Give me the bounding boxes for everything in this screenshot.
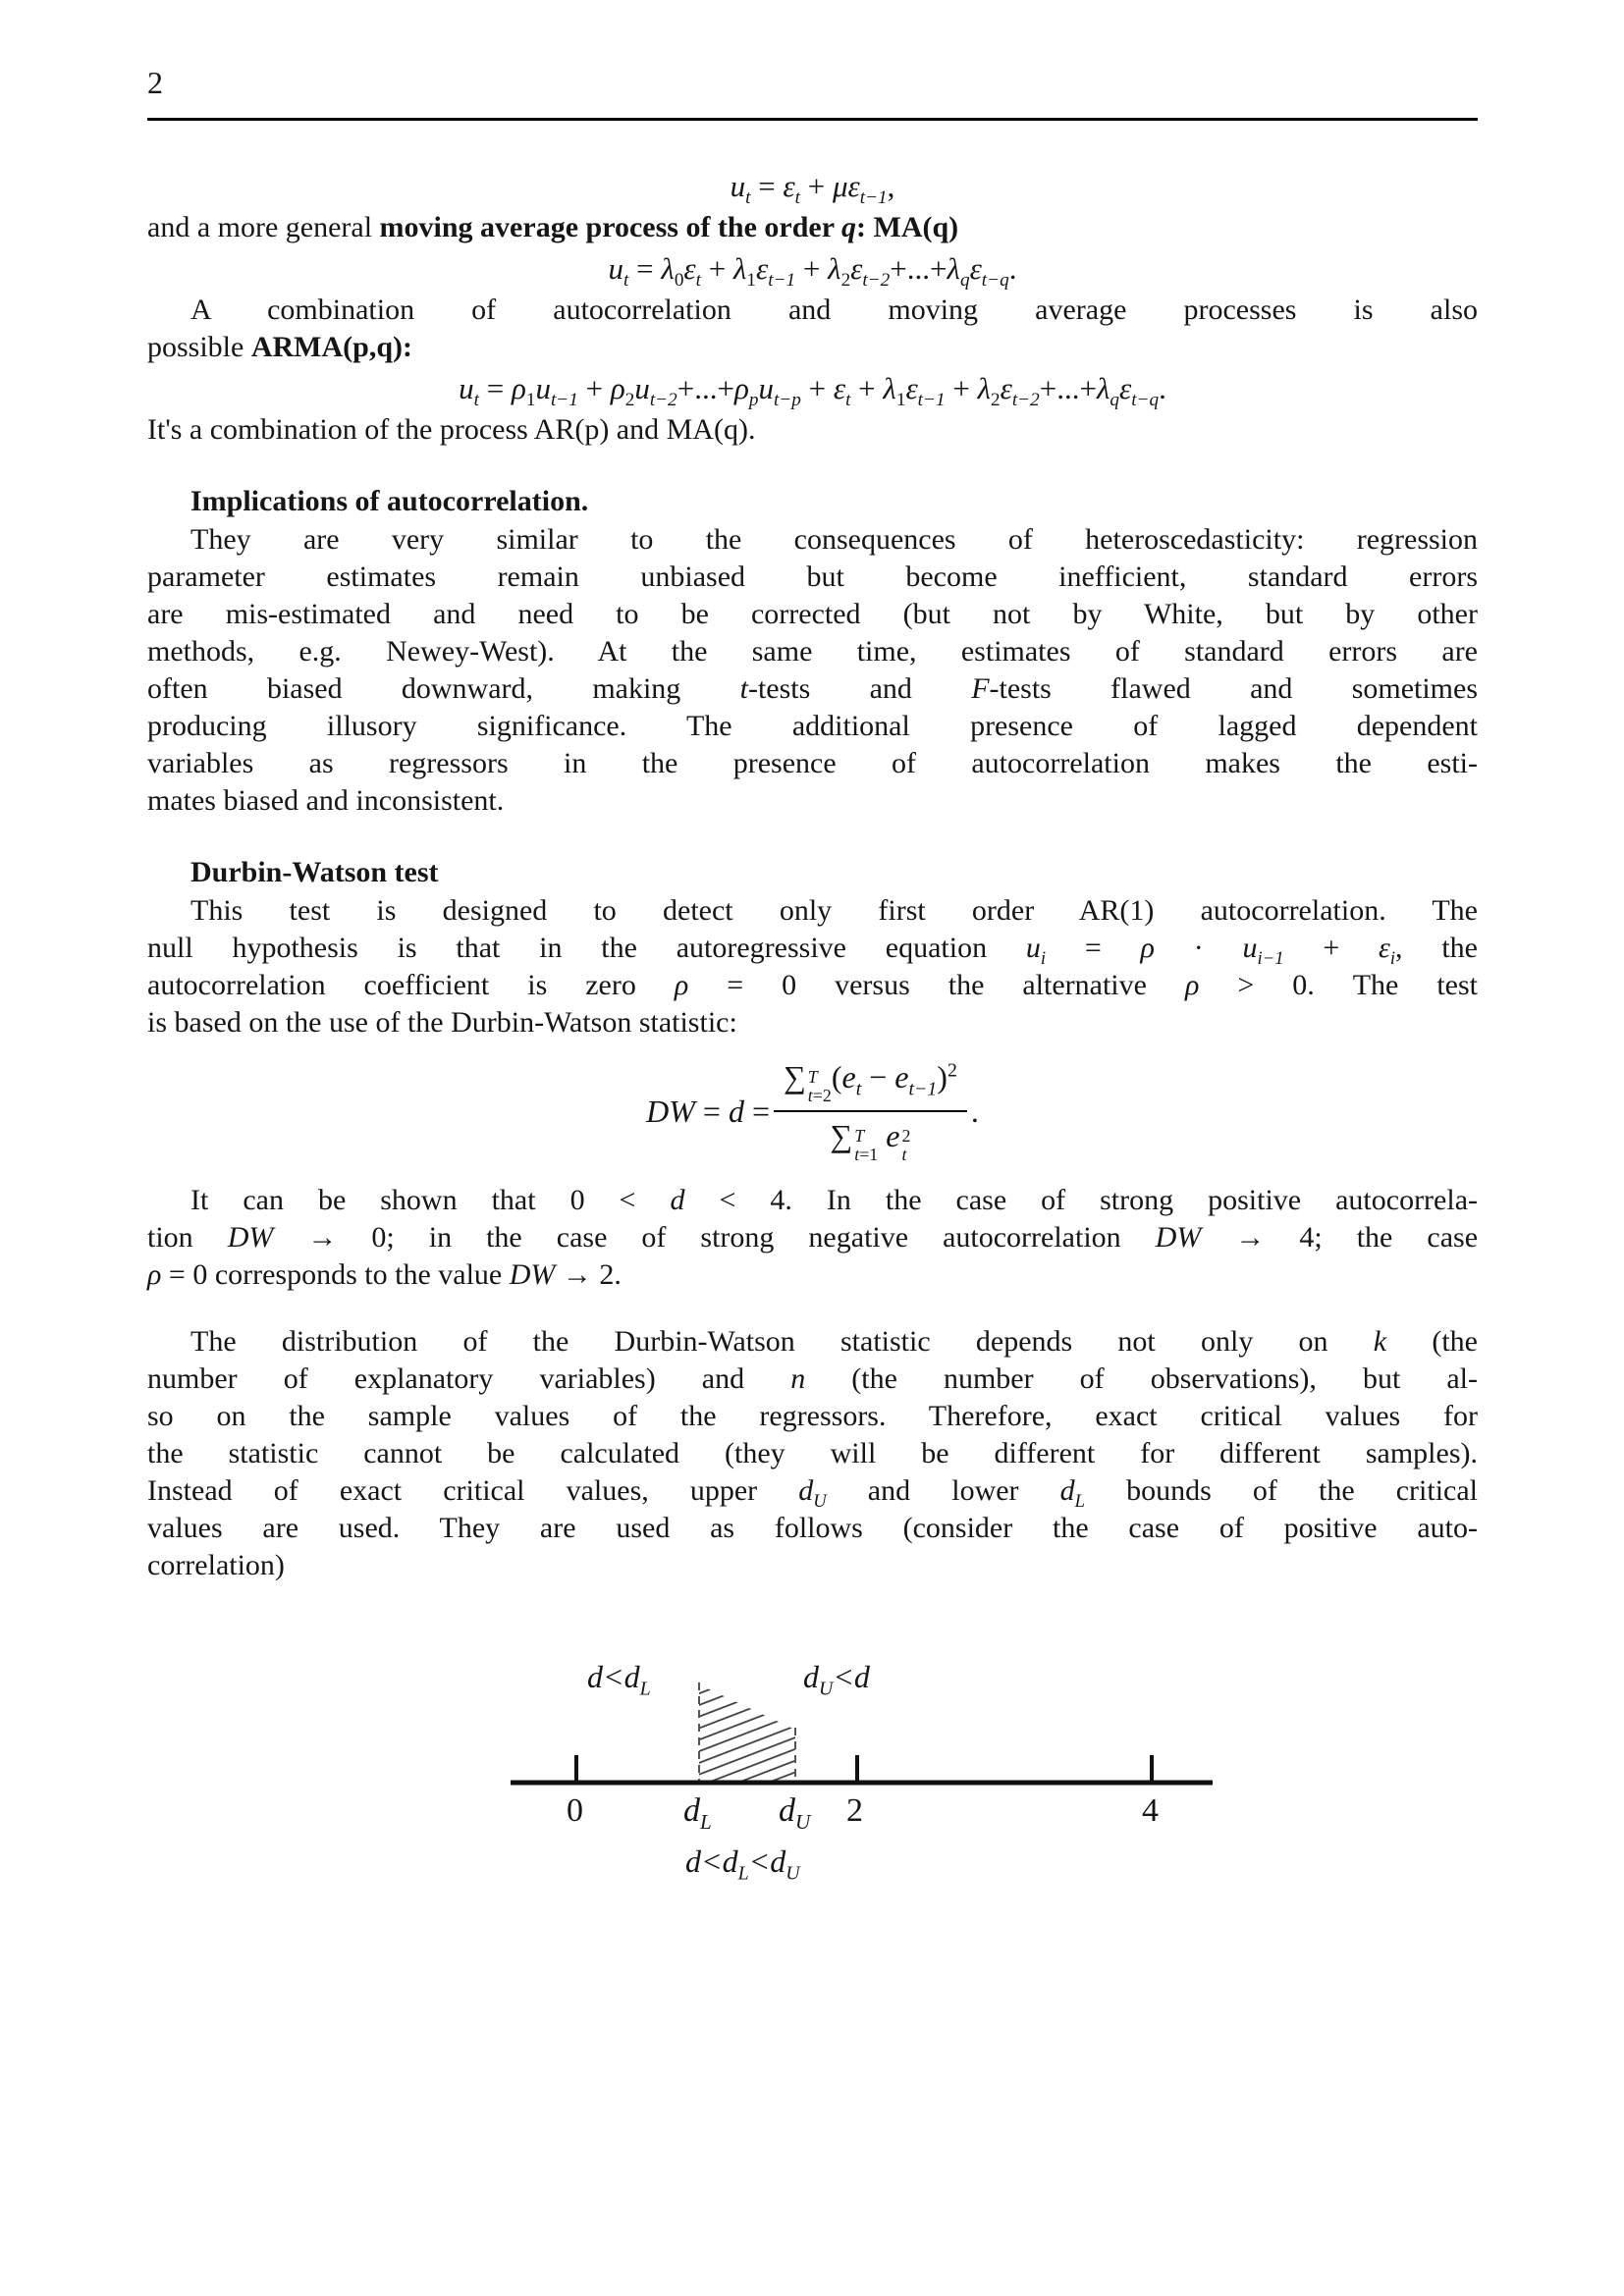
text-line: mates biased and inconsistent. [147, 784, 505, 817]
paragraph-dw-distribution [147, 1323, 1478, 1584]
region-label-du-lt-d: $d_U<d$ [803, 1659, 870, 1700]
dw-formula-denominator: ∑ T t=1 e 2 t [830, 1117, 911, 1165]
paragraph-implications [147, 521, 1478, 820]
text-line: variables as regressors in the presence of autocorrelation makes the esti- [147, 747, 1478, 779]
dw-formula-fraction [774, 1057, 967, 1164]
text-line: It can be shown that 0 < d < 4. In the case of strong positive autocorrela- [190, 1184, 1478, 1217]
ma-general-line: and a more general moving average process of the order q: MA(q) [147, 211, 959, 243]
dw-figure [147, 1626, 1478, 1949]
text-line: number of explanatory variables) and n (the number of observations), but al- [147, 1362, 1478, 1396]
dw-statistic-formula [147, 1057, 1478, 1164]
text-line: tion DW → 0; in the case of strong negative autocorrelation DW → 4; the case [147, 1221, 1479, 1255]
text-line: Instead of exact critical values, upper $d_U$ and lower $d_L$ bounds of the critical [147, 1474, 1479, 1513]
text-line: methods, e.g. Newey-West). At the same time, estimates of standard errors are [147, 635, 1478, 667]
text-line: parameter estimates remain unbiased but become inefficient, standard errors [147, 561, 1478, 593]
region-label-d-lt-dl: $d<d_L$ [587, 1659, 651, 1700]
region-label-inconclusive: $d<d_L<d_U$ [685, 1843, 800, 1885]
hatched-region [699, 1684, 795, 1782]
text-line: ρ = 0 corresponds to the value DW → 2. [147, 1258, 622, 1292]
text-line: A combination of autocorrelation and moving average processes is also [190, 294, 1478, 326]
formula-maq: $u_t = \lambda_0\varepsilon_t + \lambda_1\varepsilon_{t-1} + \lambda_2\varepsilon_{t-2}+...+\lambda_q\varepsilon_{t-q}$. [608, 251, 1017, 292]
header-rule [147, 118, 1478, 121]
tick-label-0: 0 [567, 1792, 583, 1830]
text-line: so on the sample values of the regressors. Therefore, exact critical values for [147, 1400, 1478, 1433]
text-line: This test is designed to detect only first order AR(1) autocorrelation. The [190, 894, 1478, 927]
formula-arma: $u_t = \rho_1u_{t-1} + \rho_2u_{t-2}+...+\rho_pu_{t-p} + \varepsilon_t + \lambda_1\varepsilon_{t-1} + \lambda_2\varepsilon_{t-2}+...+\lambda_q\varepsilon_{t-q}$. [459, 371, 1166, 411]
text-line: producing illusory significance. The additional presence of lagged dependent [147, 710, 1478, 742]
paragraph-dw-bounds [147, 1182, 1478, 1294]
implications-section [147, 482, 1478, 820]
text-line: correlation) [147, 1549, 285, 1582]
page-number: 2 [147, 65, 163, 100]
paragraph-dw-intro [147, 892, 1478, 1041]
tick-label-dl: $d_L$ [683, 1792, 712, 1835]
text-line: They are very similar to the consequences of heteroscedasticity: regression [190, 523, 1478, 556]
arma-combination-line: It's a combination of the process AR(p) and MA(q). [147, 413, 756, 446]
dw-formula-period: . [970, 1093, 979, 1129]
dw-formula-numerator: ∑ T t=2 $(e_t - e_{t-1})^2$ [774, 1057, 967, 1112]
text-line: is based on the use of the Durbin-Watson statistic: [147, 1006, 737, 1039]
text-line: null hypothesis is that in the autoregressive equation $u_i = \rho \cdot u_{i-1} + \varepsilon_i$, the [147, 932, 1478, 969]
tick-label-4: 4 [1142, 1792, 1159, 1830]
text-line: possible ARMA(p,q): [147, 331, 412, 363]
tick-label-du: $d_U$ [779, 1792, 811, 1835]
text-line: are mis-estimated and need to be corrected (but not by White, but by other [147, 598, 1478, 630]
durbin-watson-heading: Durbin-Watson test [190, 856, 439, 888]
durbin-watson-section [147, 853, 1478, 1584]
text-line: values are used. They are used as follows (consider the case of positive auto- [147, 1512, 1478, 1545]
formula-ma1: $u_t = \varepsilon_t + \mu\varepsilon_{t-1}$, [730, 169, 895, 209]
text-line: the statistic cannot be calculated (they will be different for different samples). [147, 1437, 1478, 1470]
tick-label-2: 2 [846, 1792, 863, 1830]
paragraph-arma-intro [147, 292, 1478, 366]
dw-formula-lhs: DW = d = [646, 1093, 770, 1129]
text-line: autocorrelation coefficient is zero ρ = 0 versus the alternative ρ > 0. The test [147, 969, 1478, 1001]
intro-section [147, 164, 1478, 449]
implications-heading: Implications of autocorrelation. [190, 485, 589, 517]
text-line: The distribution of the Durbin-Watson statistic depends not only on k (the [190, 1325, 1478, 1359]
text-line: often biased downward, making t-tests and F-tests flawed and sometimes [147, 672, 1479, 705]
